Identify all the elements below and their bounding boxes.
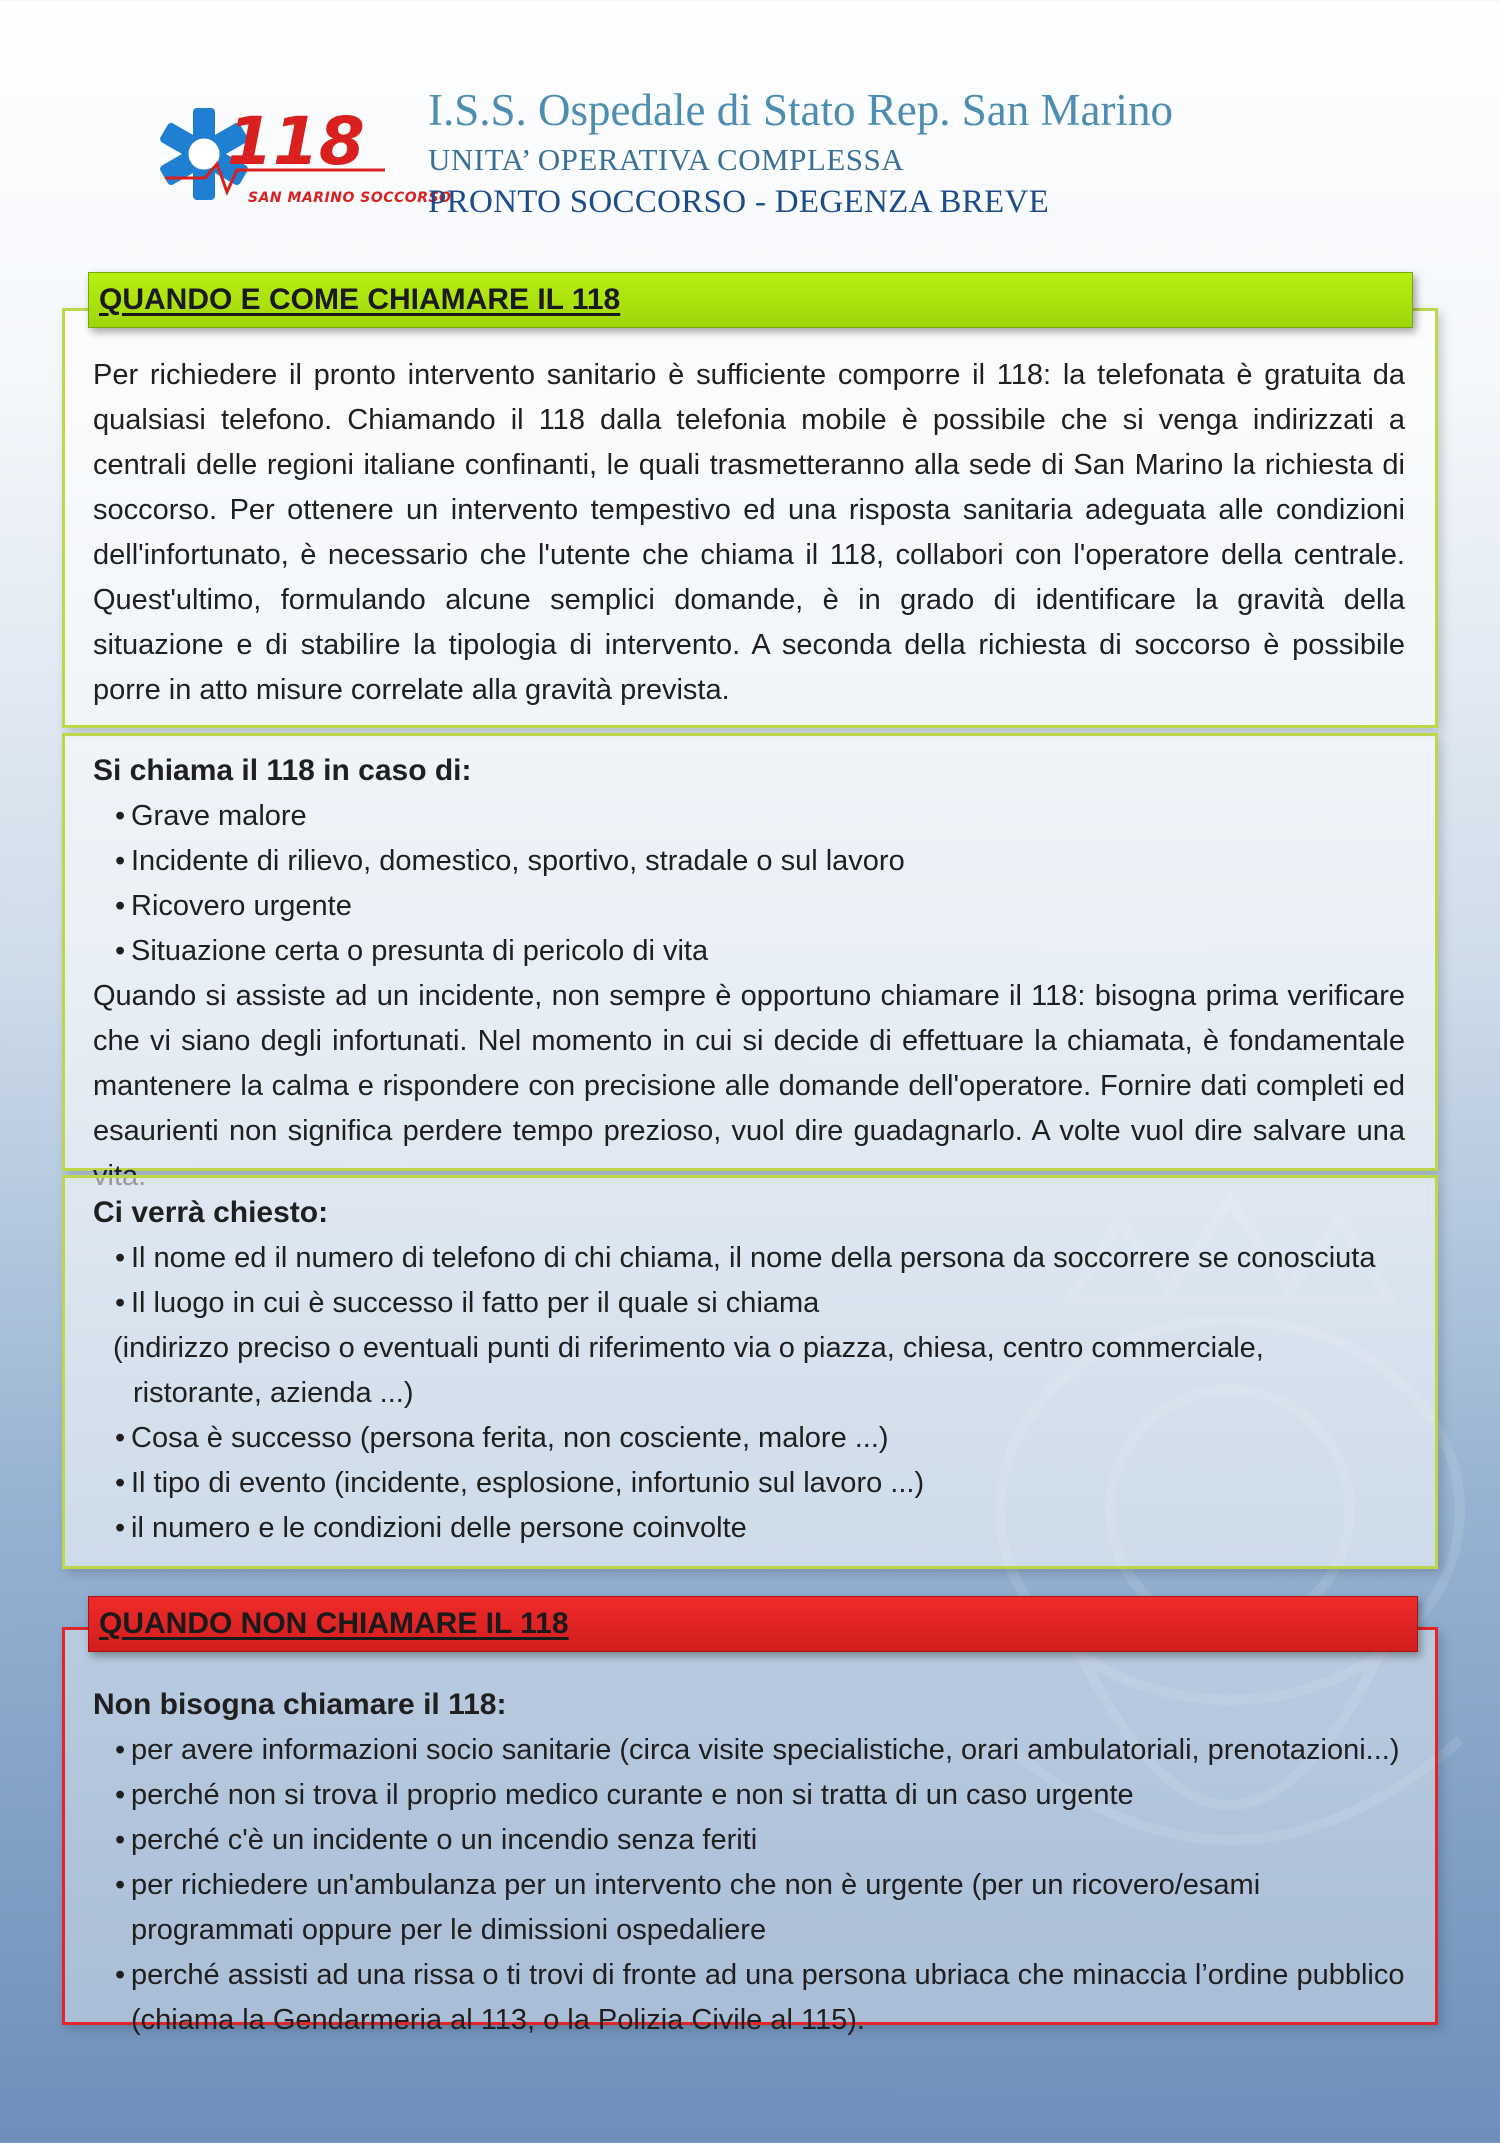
banner-when-not-label: QUANDO NON CHIAMARE IL 118 — [99, 1607, 569, 1640]
call-cases-text: Quando si assiste ad un incidente, non sempre è opportuno chiamare il 118: bisogna prima verificare che vi siano degli infortunati. Nel momento in cui si decide di effettuare la chiamata, è fondamentale mantenere la calma e rispondere con precisione alle domande dell'operatore. Fornire dati completi ed esaurienti non significa perdere tempo prezioso, vuol dire guadagnarlo. A volte vuol dire salvare una — [93, 980, 1405, 1147]
list-item: • Ricovero urgente — [115, 884, 1405, 929]
list-item: • per richiedere un'ambulanza per un intervento che non è urgente (per un ricovero/esami programmati oppure per le dimissioni ospedaliere — [115, 1863, 1405, 1953]
list-item: • per avere informazioni socio sanitarie (circa visite specialistiche, orari ambulatoriali, prenotazioni...) — [115, 1728, 1405, 1773]
list-item: • Il nome ed il numero di telefono di chi chiama, il nome della persona da soccorrere se conosciuta — [115, 1236, 1405, 1281]
list-item: • Situazione certa o presunta di pericolo di vita — [115, 929, 1405, 974]
location-note-cont: ristorante, azienda ...) — [133, 1377, 414, 1409]
department-subtitle: PRONTO SOCCORSO - DEGENZA BREVE — [428, 184, 1050, 220]
hospital-title: I.S.S. Ospedale di Stato Rep. San Marino — [428, 85, 1173, 135]
section-will-be-asked — [62, 1175, 1438, 1569]
list-item: • Il luogo in cui è successo il fatto per il quale si chiama — [115, 1281, 1405, 1326]
list-item: • Cosa è successo (persona ferita, non cosciente, malore ...) — [115, 1416, 1405, 1461]
section-when-not-to-call — [62, 1627, 1438, 2036]
list-item: • Incidente di rilievo, domestico, sportivo, stradale o sul lavoro — [115, 839, 1405, 884]
call-cases-list — [93, 794, 1405, 974]
list-item: • il numero e le condizioni delle persone coinvolte — [115, 1506, 1405, 1551]
list-item: • perché assisti ad una rissa o ti trovi di fronte ad una persona ubriaca che minaccia l’ordine pubblico (chiama la Gendarmeria al 113, o la Polizia Civile al 115). — [115, 1953, 1405, 2043]
unit-subtitle: UNITA’ OPERATIVA COMPLESSA — [428, 142, 905, 177]
logo-subtitle: SAN MARINO SOCCORSO — [248, 190, 452, 206]
banner-when-to-call — [88, 272, 1413, 328]
when-to-call-text: Per richiedere il pronto intervento sanitario è sufficiente comporre il 118: la telefonata è gratuita da qualsiasi telefono. Chiamando il 118 dalla telefonia mobile è possibile che si venga indirizzati a centrali delle regioni italiane confinanti, le quali trasmetteranno alla sede di San Marino la richiesta di soccorso. Per ottenere un intervento tempestivo ed una risposta sanitaria adeguata alle condizioni dell'infortunato, è necessario che l'utente che chiama il 118, collabori con l'operatore della centrale. Quest'ultimo, formulando alcune semplici domande, è in grado di identificare la gravità della situazione e di stabilire la tipologia di intervento. A seconda della richiesta di soccorso è possibile porre in atto misure correlate alla gravità prevista. — [93, 359, 1405, 706]
when-not-list — [93, 1728, 1405, 2043]
list-item: • Grave malore — [115, 794, 1405, 839]
section-call-cases — [62, 733, 1438, 1171]
will-be-asked-list-2 — [93, 1416, 1405, 1551]
will-be-asked-list — [93, 1236, 1405, 1326]
list-item: • perché non si trova il proprio medico curante e non si tratta di un caso urgente — [115, 1773, 1405, 1818]
banner-when-to-call-label: QUANDO E COME CHIAMARE IL 118 — [99, 283, 621, 316]
list-item: • perché c'è un incidente o un incendio senza feriti — [115, 1818, 1405, 1863]
call-cases-heading: Si chiama il 118 in caso di: — [93, 754, 472, 787]
banner-when-not-to-call — [88, 1596, 1418, 1652]
section-when-to-call — [62, 308, 1438, 728]
logo-number: 118 — [227, 103, 365, 180]
location-note: (indirizzo preciso o eventuali punti di riferimento via o piazza, chiesa, centro commerciale, — [113, 1332, 1264, 1364]
when-not-heading: Non bisogna chiamare il 118: — [93, 1688, 507, 1721]
list-item: • Il tipo di evento (incidente, esplosione, infortunio sul lavoro ...) — [115, 1461, 1405, 1506]
page-header — [0, 0, 1500, 250]
will-be-asked-heading: Ci verrà chiesto: — [93, 1196, 329, 1229]
